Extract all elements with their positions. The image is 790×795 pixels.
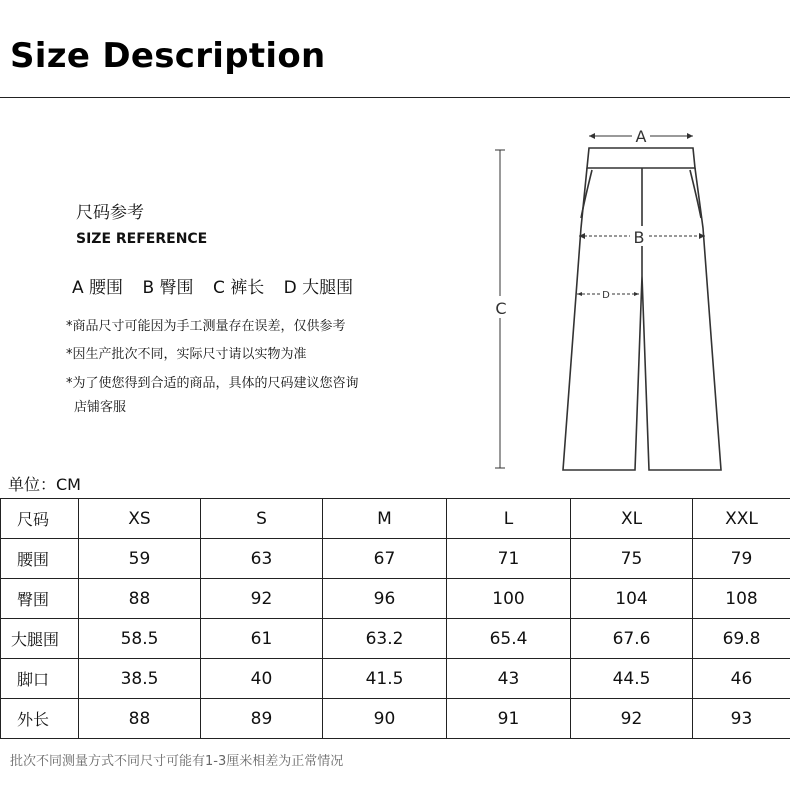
table-cell: 108 <box>693 579 790 619</box>
unit-label: 单位：CM <box>8 475 81 494</box>
table-cell: 59 <box>79 539 201 579</box>
table-cell: 89 <box>201 699 323 739</box>
table-row-hip <box>1 579 790 619</box>
header-cell: XS <box>79 499 201 539</box>
dimension-c-arrow <box>493 150 509 468</box>
table-cell: 67 <box>323 539 447 579</box>
header-cell: 尺码 <box>1 499 79 539</box>
note-measurement-error: *商品尺寸可能因为手工测量存在误差，仅供参考 <box>66 319 346 334</box>
table-cell: 63.2 <box>323 619 447 659</box>
row-label: 臀围 <box>1 579 79 619</box>
row-label: 外长 <box>1 699 79 739</box>
table-cell: 96 <box>323 579 447 619</box>
legend-a: A 腰围 <box>72 278 124 298</box>
dimension-a-arrow <box>589 126 693 146</box>
header-cell: XXL <box>693 499 790 539</box>
table-row-waist <box>1 539 790 579</box>
label-a: A <box>635 127 647 146</box>
table-cell: 40 <box>201 659 323 699</box>
table-cell: 69.8 <box>693 619 790 659</box>
title-divider <box>0 97 790 98</box>
table-cell: 63 <box>201 539 323 579</box>
row-label: 脚口 <box>1 659 79 699</box>
size-table <box>0 498 790 739</box>
pants-diagram <box>485 118 745 478</box>
row-label: 腰围 <box>1 539 79 579</box>
legend-d: D 大腿围 <box>283 278 354 298</box>
table-cell: 79 <box>693 539 790 579</box>
table-cell: 44.5 <box>571 659 693 699</box>
table-cell: 38.5 <box>79 659 201 699</box>
table-row-hem <box>1 659 790 699</box>
label-c: C <box>495 299 507 318</box>
table-cell: 46 <box>693 659 790 699</box>
dimension-b-arrow <box>579 226 705 247</box>
table-cell: 104 <box>571 579 693 619</box>
header-cell: L <box>447 499 571 539</box>
table-cell: 71 <box>447 539 571 579</box>
note-consult-service-cont: 店铺客服 <box>74 400 127 415</box>
footer-note: 批次不同测量方式不同尺寸可能有1-3厘米相差为正常情况 <box>10 754 344 769</box>
table-cell: 67.6 <box>571 619 693 659</box>
table-cell: 88 <box>79 699 201 739</box>
table-cell: 92 <box>201 579 323 619</box>
table-cell: 75 <box>571 539 693 579</box>
table-cell: 58.5 <box>79 619 201 659</box>
table-cell: 90 <box>323 699 447 739</box>
dimension-d-arrow <box>577 286 639 301</box>
size-reference-heading-en: SIZE REFERENCE <box>76 231 208 247</box>
legend-b: B 臀围 <box>142 278 194 298</box>
table-cell: 92 <box>571 699 693 739</box>
header-cell: M <box>323 499 447 539</box>
table-cell: 65.4 <box>447 619 571 659</box>
row-label: 大腿围 <box>1 619 79 659</box>
header-cell: S <box>201 499 323 539</box>
legend-c: C 裤长 <box>212 278 265 298</box>
table-header-row <box>1 499 790 539</box>
table-cell: 41.5 <box>323 659 447 699</box>
table-cell: 93 <box>693 699 790 739</box>
table-row-thigh <box>1 619 790 659</box>
size-reference-heading-cn: 尺码参考 <box>76 203 144 223</box>
pants-outline <box>563 148 721 470</box>
note-batch-difference: *因生产批次不同，实际尺寸请以实物为准 <box>66 347 307 362</box>
table-cell: 100 <box>447 579 571 619</box>
measurement-legend <box>72 273 367 298</box>
table-cell: 88 <box>79 579 201 619</box>
table-row-outseam <box>1 699 790 739</box>
label-b: B <box>633 228 645 247</box>
note-consult-service: *为了使您得到合适的商品，具体的尺码建议您咨询 <box>66 376 359 391</box>
header-cell: XL <box>571 499 693 539</box>
label-d: D <box>602 290 610 301</box>
page-title: Size Description <box>10 36 326 76</box>
table-cell: 91 <box>447 699 571 739</box>
table-cell: 43 <box>447 659 571 699</box>
table-cell: 61 <box>201 619 323 659</box>
